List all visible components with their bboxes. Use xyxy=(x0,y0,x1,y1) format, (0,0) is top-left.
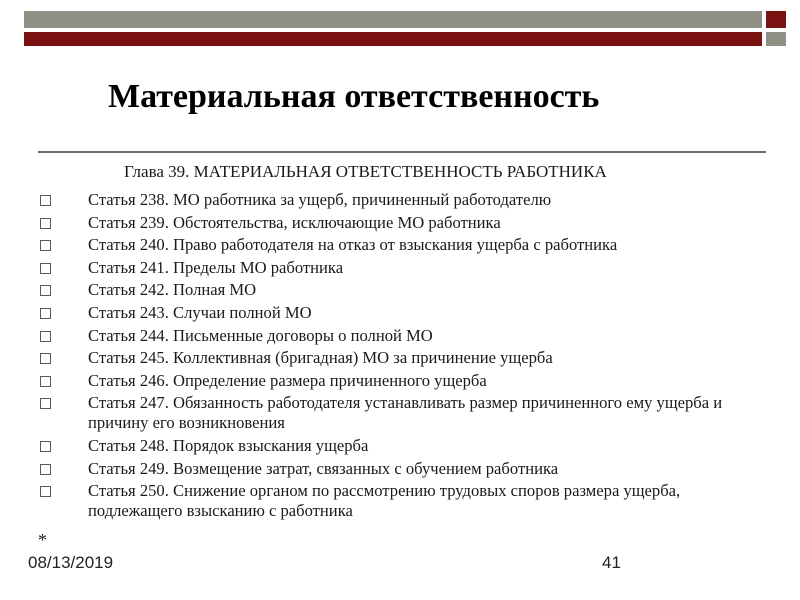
square-bullet-icon xyxy=(40,263,51,274)
chapter-heading: Глава 39. МАТЕРИАЛЬНАЯ ОТВЕТСТВЕННОСТЬ РАБОТНИКА xyxy=(124,162,607,181)
list-item xyxy=(40,436,775,456)
square-bullet-icon xyxy=(40,308,51,319)
square-bullet-icon xyxy=(40,376,51,387)
square-bullet-icon xyxy=(40,331,51,342)
list-item-text: Статья 247. Обязанность работодателя устанавливать размер причиненного ему ущерба и причину его возникновения xyxy=(88,393,723,433)
square-bullet-icon xyxy=(40,195,51,206)
list-item-text: Статья 239. Обстоятельства, исключающие МО работника xyxy=(88,212,501,232)
header-red-square xyxy=(766,11,786,28)
list-item xyxy=(40,459,775,479)
list-item xyxy=(40,280,775,300)
list-item xyxy=(40,393,775,433)
list-item xyxy=(40,213,775,233)
square-bullet-icon xyxy=(40,240,51,251)
article-list xyxy=(40,190,775,524)
square-bullet-icon xyxy=(40,218,51,229)
list-item xyxy=(40,348,775,368)
slide-title: Материальная ответственность xyxy=(108,78,600,115)
square-bullet-icon xyxy=(40,464,51,475)
footer-date: 08/13/2019 xyxy=(28,553,114,572)
list-item xyxy=(40,481,775,521)
header-grey-bar xyxy=(24,11,762,28)
list-item-text: Статья 249. Возмещение затрат, связанных с обучением работника xyxy=(88,458,559,478)
list-item xyxy=(40,190,775,210)
list-item xyxy=(40,371,775,391)
square-bullet-icon xyxy=(40,398,51,409)
list-item-text: Статья 240. Право работодателя на отказ от взыскания ущерба с работника xyxy=(88,235,618,255)
list-item-text: Статья 243. Случаи полной МО xyxy=(88,302,312,322)
slide-number: 41 xyxy=(602,553,621,572)
list-item xyxy=(40,326,775,346)
list-item-text: Статья 250. Снижение органом по рассмотрению трудовых споров размера ущерба, подлежащего взысканию с работника xyxy=(88,481,681,521)
list-item xyxy=(40,258,775,278)
list-item-text: Статья 245. Коллективная (бригадная) МО за причинение ущерба xyxy=(88,348,553,368)
list-item-text: Статья 246. Определение размера причиненного ущерба xyxy=(88,370,487,390)
list-item-text: Статья 248. Порядок взыскания ущерба xyxy=(88,435,369,455)
list-item-text: Статья 238. МО работника за ущерб, причиненный работодателю xyxy=(88,190,552,209)
list-item-text: Статья 241. Пределы МО работника xyxy=(88,257,344,277)
title-divider xyxy=(38,151,766,153)
square-bullet-icon xyxy=(40,285,51,296)
square-bullet-icon xyxy=(40,486,51,497)
header-grey-square xyxy=(766,32,786,46)
header-decoration xyxy=(24,11,786,46)
square-bullet-icon xyxy=(40,441,51,452)
list-item-text: Статья 244. Письменные договоры о полной МО xyxy=(88,325,433,345)
list-item xyxy=(40,235,775,255)
footer-asterisk: * xyxy=(38,530,47,550)
list-item-text: Статья 242. Полная МО xyxy=(88,280,257,300)
square-bullet-icon xyxy=(40,353,51,364)
list-item xyxy=(40,303,775,323)
header-dark-red-bar xyxy=(24,32,762,46)
